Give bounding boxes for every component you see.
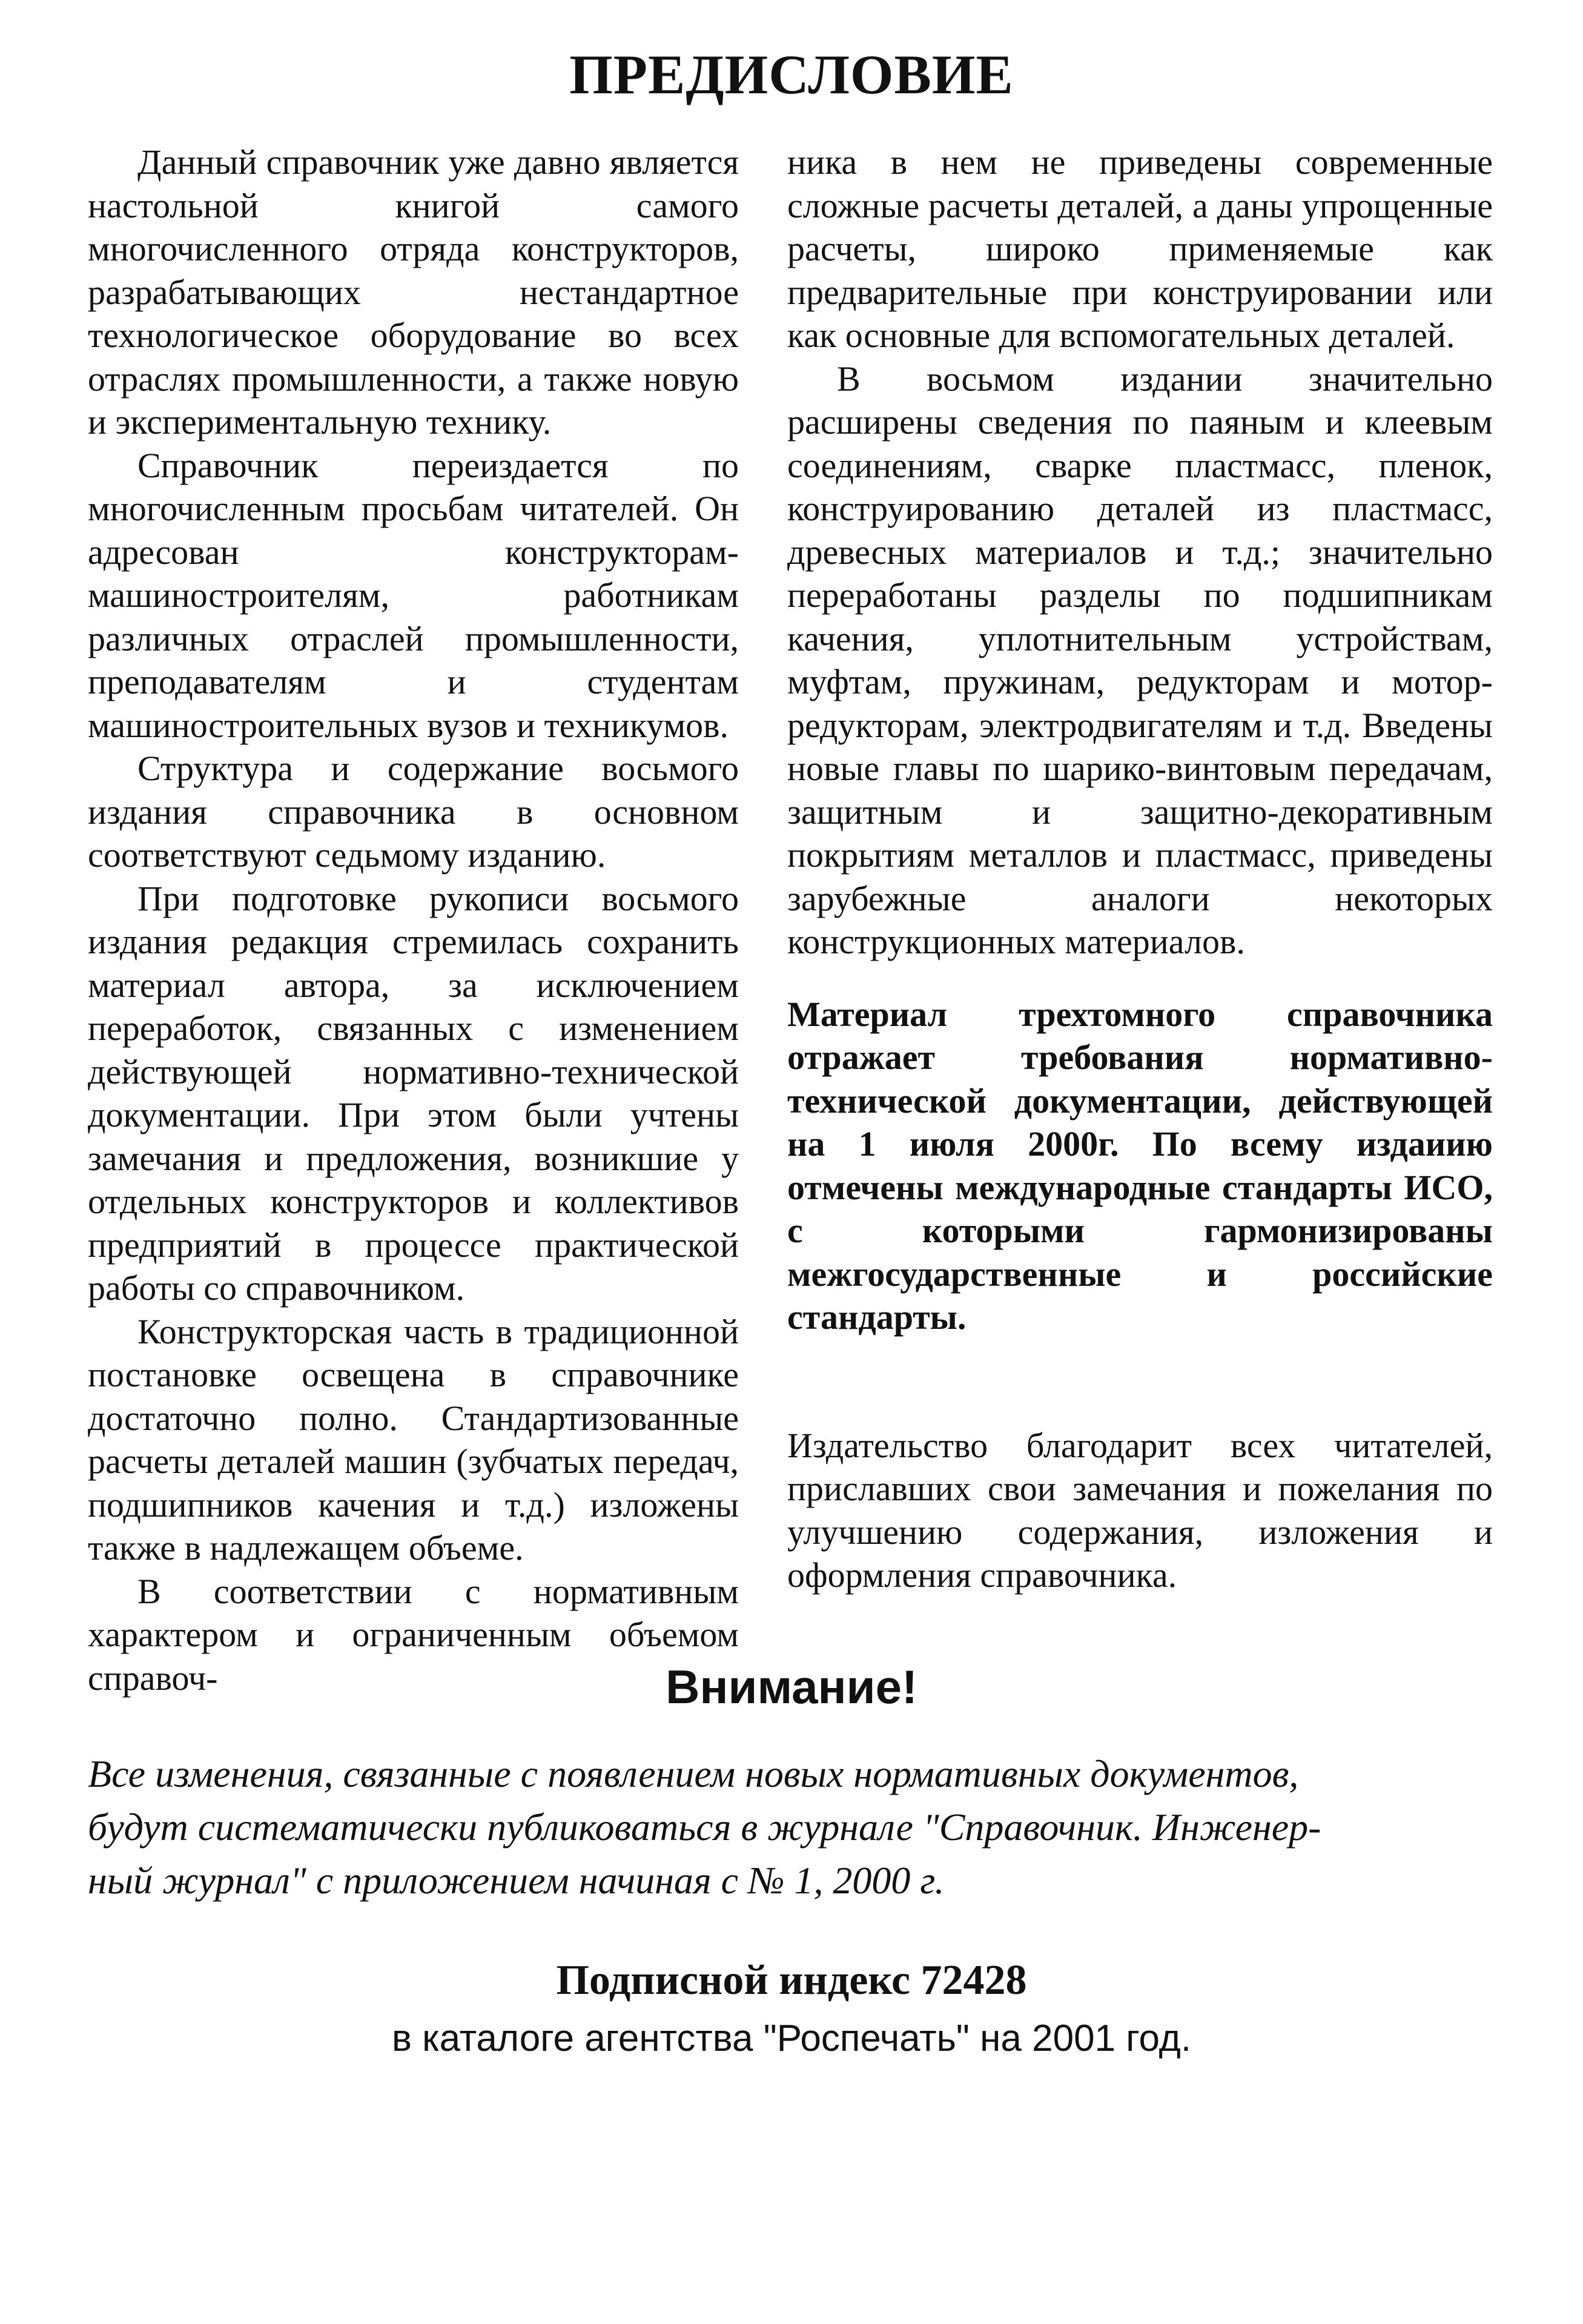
paragraph: Справочник переиздается по многочисленным просьбам читателей. Он адресован конструкторам-машиностроителям, работникам различных отраслей промышленности, преподавателям и студентам машиностроительных вузов и техникумов.: [88, 445, 739, 745]
right-column: [787, 141, 1493, 1597]
left-column: [88, 141, 739, 1700]
attention-line: ный журнал" с приложением начиная с № 1, 2000 г.: [88, 1859, 945, 1902]
subscription-catalog: в каталоге агентства "Роспечать" на 2001 год.: [391, 2018, 1192, 2059]
page-title: ПРЕДИСЛОВИЕ: [569, 44, 1014, 105]
paragraph: ника в нем не приведены современные сложные расчеты деталей, а даны упрощенные расчеты, широко применяемые как предварительные при конструировании или как основные для вспомогательных деталей.: [787, 142, 1493, 355]
paragraph: В восьмом издании значительно расширены сведения по паяным и клеевым соединениям, сварке пластмасс, пленок, конструированию деталей из пластмасс, древесных материалов и т.д.; значительно переработаны разделы по подшипникам качения, уплотнительным устройствам, муфтам, пружинам, редукторам и мотор-редукторам, электродвигателям и т.д. Введены новые главы по шарико-винтовым передачам, защитным и защитно-декоративным покрытиям металлов и пластмасс, приведены зарубежные аналоги некоторых конструкционных материалов.: [787, 359, 1493, 961]
thanks-paragraph: Издательство благодарит всех читателей, приславших свои замечания и пожелания по улучшению содержания, изложения и оформления справочника.: [787, 1425, 1493, 1595]
bold-note: Материал трехтомного справочника отражает требования нормативно-технической документации, действующей на 1 июля 2000г. По всему издаиию отмечены международные стандарты ИСО, с которыми гармонизированы межгосударственные и российские стандарты.: [787, 994, 1493, 1337]
attention-note: [88, 1747, 1499, 1907]
attention-line: Все изменения, связанные с появлением новых нормативных документов,: [88, 1752, 1299, 1795]
paragraph: В соответствии с нормативным характером и ограниченным объемом справоч-: [88, 1571, 739, 1698]
attention-line: будут систематически публиковаться в журнале "Справочник. Инженер-: [88, 1806, 1321, 1849]
paragraph: Структура и содержание восьмого издания справочника в основном соответствуют седьмому изданию.: [88, 749, 739, 875]
attention-heading: Внимание!: [666, 1660, 917, 1713]
paragraph: Данный справочник уже давно является настольной книгой самого многочисленного отряда конструкторов, разрабатывающих нестандартное технологическое оборудование во всех отраслях промышленности, а также новую и экспериментальную технику.: [88, 142, 739, 442]
subscription-index: Подписной индекс 72428: [556, 1957, 1027, 2004]
paragraph: Конструкторская часть в традиционной постановке освещена в справочнике достаточно полно. Стандартизованные расчеты деталей машин (зубчатых передач, подшипников качения и т.д.) изложены также в надлежащем объеме.: [88, 1311, 739, 1568]
paragraph: При подготовке рукописи восьмого издания редакция стремилась сохранить материал автора, за исключением переработок, связанных с изменением действующей нормативно-технической документации. При этом были учтены замечания и предложения, возникшие у отдельных конструкторов и коллективов предприятий в процессе практической работы со справочником.: [88, 878, 739, 1308]
